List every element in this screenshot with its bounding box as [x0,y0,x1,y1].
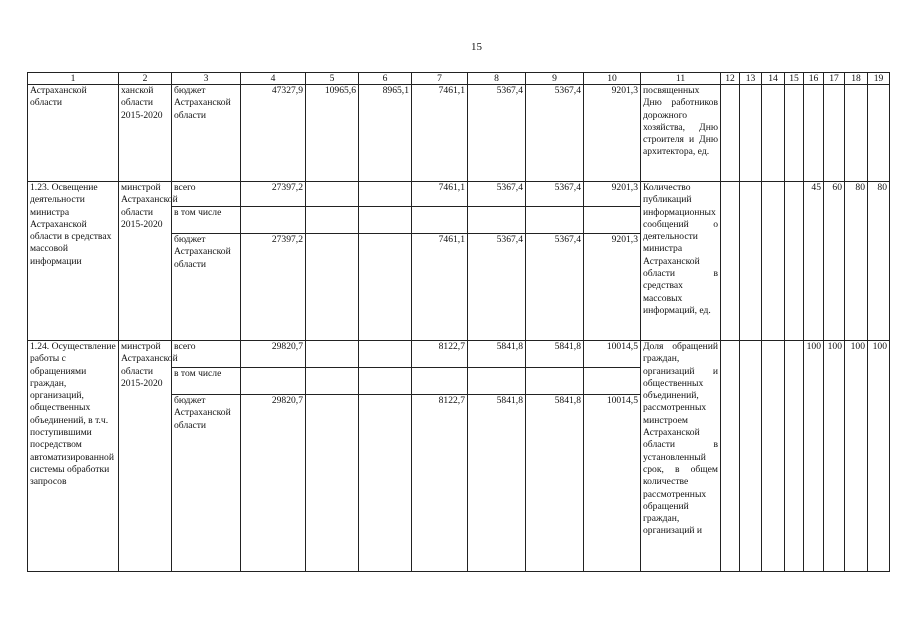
funding-source: всего [172,341,241,368]
amount-2018: 5841,8 [468,395,526,572]
indicator-name: посвященных Дню работников дорожного хозяйства, Дню строителя и Дню архитектора, ед. [641,85,721,182]
empty-cell [359,234,412,341]
indicator-value: 100 [845,341,868,572]
amount-2020: 9201,3 [584,234,641,341]
header-cell: 11 [641,73,721,85]
empty-cell [785,341,804,572]
funding-source: бюджет Астраханской области [172,85,241,182]
header-cell: 4 [241,73,306,85]
total-amount: 47327,9 [241,85,306,182]
empty-cell [412,207,468,234]
table-row [28,85,890,182]
empty-cell [359,395,412,572]
header-cell: 15 [785,73,804,85]
empty-cell [804,85,824,182]
empty-cell [306,341,359,368]
amount-2019: 5367,4 [526,182,584,207]
amount-2017: 8122,7 [412,341,468,368]
empty-cell [740,85,762,182]
header-cell: 10 [584,73,641,85]
amount-2020: 10014,5 [584,341,641,368]
funding-source: бюджет Астраханской области [172,234,241,341]
header-cell: 13 [740,73,762,85]
empty-cell [721,182,740,341]
empty-cell [526,368,584,395]
empty-cell [359,207,412,234]
indicator-value: 80 [845,182,868,341]
empty-cell [412,368,468,395]
header-cell: 7 [412,73,468,85]
indicator-value: 100 [804,341,824,572]
measure-name: Астраханской области [28,85,119,182]
amount-2018: 5367,4 [468,85,526,182]
header-row [28,73,890,85]
measure-name: 1.24. Осуществление работы с обращениями граждан, организаций, общественных объединений, в т.ч. поступившими посредством автоматизированной системы обработки запросов [28,341,119,572]
empty-cell [721,341,740,572]
executor: минстрой Астраханской области 2015-2020 [119,341,172,572]
header-cell: 3 [172,73,241,85]
empty-cell [306,234,359,341]
empty-cell [306,207,359,234]
total-amount: 27397,2 [241,182,306,207]
empty-cell [359,341,412,368]
empty-cell [306,395,359,572]
header-cell: 19 [868,73,890,85]
table-row [28,182,890,207]
empty-cell [526,207,584,234]
empty-cell [359,182,412,207]
funding-source: всего [172,182,241,207]
empty-cell [584,207,641,234]
empty-cell [785,182,804,341]
header-cell: 9 [526,73,584,85]
indicator-value: 60 [824,182,845,341]
amount-2018: 5367,4 [468,234,526,341]
total-amount: 29820,7 [241,395,306,572]
empty-cell [762,341,785,572]
amount-2020: 9201,3 [584,182,641,207]
empty-cell [241,207,306,234]
header-cell: 17 [824,73,845,85]
total-amount: 29820,7 [241,341,306,368]
empty-cell [785,85,804,182]
header-cell: 2 [119,73,172,85]
measure-name: 1.23. Освещение деятельности министра Астраханской области в средствах массовой информации [28,182,119,341]
indicator-name: Доля обращений граждан, организаций и общественных объединений, рассмотренных минстроем Астраханской области в установленный срок, в общем количестве рассмотренных обращений граждан, организаций и [641,341,721,572]
empty-cell [241,368,306,395]
table-row [28,341,890,368]
amount-2015: 10965,6 [306,85,359,182]
indicator-value: 80 [868,182,890,341]
amount-2018: 5841,8 [468,341,526,368]
header-cell: 6 [359,73,412,85]
amount-2017: 7461,1 [412,234,468,341]
header-cell: 1 [28,73,119,85]
amount-2018: 5367,4 [468,182,526,207]
indicator-value: 100 [824,341,845,572]
empty-cell [721,85,740,182]
empty-cell [584,368,641,395]
amount-2020: 10014,5 [584,395,641,572]
empty-cell [468,207,526,234]
empty-cell [468,368,526,395]
amount-2019: 5367,4 [526,234,584,341]
total-amount: 27397,2 [241,234,306,341]
amount-2019: 5841,8 [526,341,584,368]
header-cell: 8 [468,73,526,85]
empty-cell [762,85,785,182]
empty-cell [306,182,359,207]
indicator-name: Количество публикаций информационных сообщений о деятельности министра Астраханской области в средствах массовых информаций, ед. [641,182,721,341]
page-number: 15 [471,41,482,53]
empty-cell [740,182,762,341]
amount-2017: 7461,1 [412,182,468,207]
header-cell: 12 [721,73,740,85]
amount-2017: 8122,7 [412,395,468,572]
amount-2017: 7461,1 [412,85,468,182]
empty-cell [762,182,785,341]
empty-cell [740,341,762,572]
amount-2019: 5367,4 [526,85,584,182]
indicator-value: 45 [804,182,824,341]
program-table [27,72,890,572]
executor: ханской области 2015-2020 [119,85,172,182]
empty-cell [824,85,845,182]
empty-cell [359,368,412,395]
amount-2016: 8965,1 [359,85,412,182]
header-cell: 5 [306,73,359,85]
amount-2020: 9201,3 [584,85,641,182]
empty-cell [845,85,868,182]
header-cell: 18 [845,73,868,85]
header-cell: 16 [804,73,824,85]
empty-cell [868,85,890,182]
funding-source: бюджет Астраханской области [172,395,241,572]
indicator-value: 100 [868,341,890,572]
amount-2019: 5841,8 [526,395,584,572]
funding-source: в том числе [172,368,241,395]
funding-source: в том числе [172,207,241,234]
executor: минстрой Астраханской области 2015-2020 [119,182,172,341]
empty-cell [306,368,359,395]
header-cell: 14 [762,73,785,85]
